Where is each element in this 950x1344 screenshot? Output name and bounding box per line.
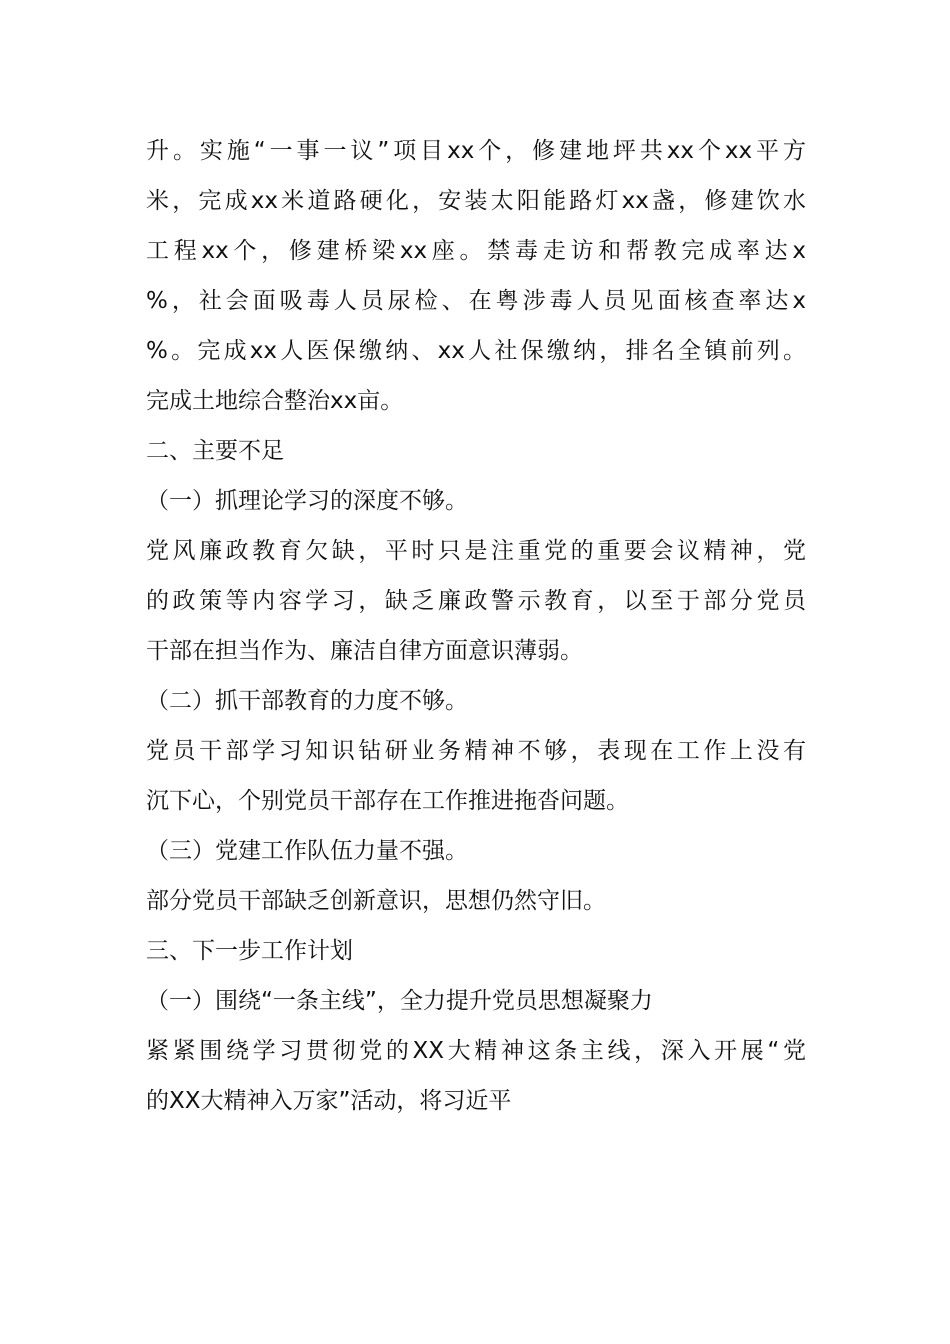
text-line: 升。实施“一事一议”项目xx个，修建地坪共xx个xx平方 bbox=[146, 138, 806, 164]
document-body bbox=[146, 126, 806, 1126]
text-line: 的XX大精神入万家”活动，将习近平 bbox=[146, 1088, 512, 1114]
subsection-heading: （一）围绕“一条主线”，全力提升党员思想凝聚力 bbox=[146, 988, 653, 1014]
subsection-heading: （三）党建工作队伍力量不强。 bbox=[146, 838, 468, 864]
text-line: 党风廉政教育欠缺，平时只是注重党的重要会议精神，党 bbox=[146, 538, 806, 564]
section-heading: 二、主要不足 bbox=[146, 438, 284, 464]
text-line: 工程xx个，修建桥梁xx座。禁毒走访和帮教完成率达x bbox=[146, 238, 806, 264]
text-line: 米，完成xx米道路硬化，安装太阳能路灯xx盏，修建饮水 bbox=[146, 188, 806, 214]
text-line: 党员干部学习知识钻研业务精神不够，表现在工作上没有 bbox=[146, 738, 806, 764]
text-line: 的政策等内容学习，缺乏廉政警示教育，以至于部分党员 bbox=[146, 588, 806, 614]
text-line: 完成土地综合整治xx亩。 bbox=[146, 388, 404, 414]
text-line: 紧紧围绕学习贯彻党的XX大精神这条主线，深入开展“党 bbox=[146, 1038, 806, 1064]
text-line: %，社会面吸毒人员尿检、在粤涉毒人员见面核查率达x bbox=[146, 288, 806, 314]
text-line: 干部在担当作为、廉洁自律方面意识薄弱。 bbox=[146, 638, 583, 664]
text-line: %。完成xx人医保缴纳、xx人社保缴纳，排名全镇前列。 bbox=[146, 338, 806, 364]
section-heading: 三、下一步工作计划 bbox=[146, 938, 353, 964]
subsection-heading: （一）抓理论学习的深度不够。 bbox=[146, 488, 468, 514]
subsection-heading: （二）抓干部教育的力度不够。 bbox=[146, 688, 468, 714]
text-line: 沉下心，个别党员干部存在工作推进拖沓问题。 bbox=[146, 788, 629, 814]
text-line: 部分党员干部缺乏创新意识，思想仍然守旧。 bbox=[146, 888, 606, 914]
